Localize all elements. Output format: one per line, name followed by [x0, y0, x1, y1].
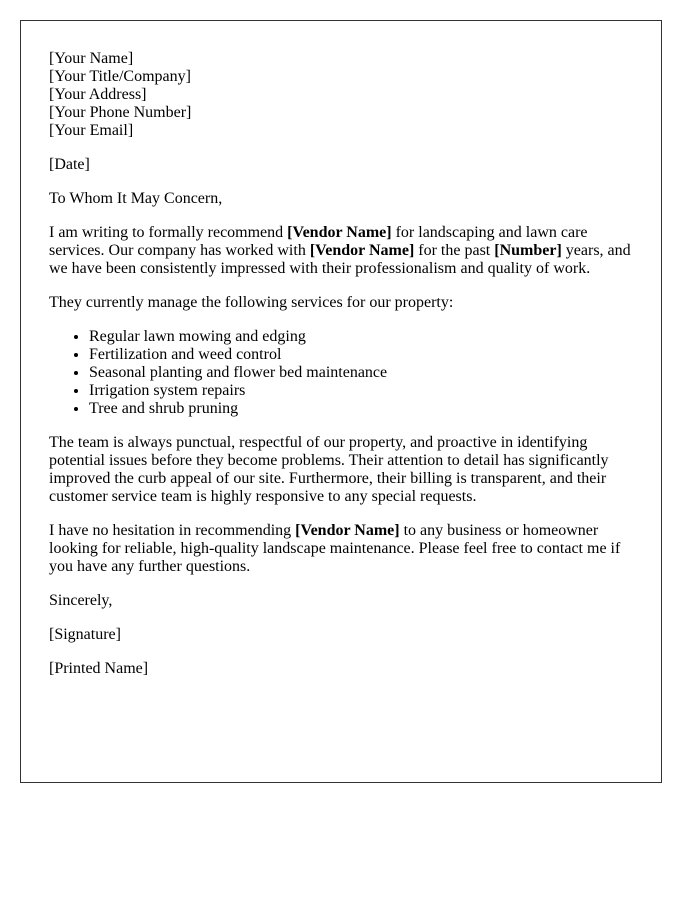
years-number: [Number] — [494, 242, 562, 259]
intro-text: for the past — [414, 242, 495, 259]
services-intro: They currently manage the following services for our property: — [49, 294, 454, 311]
vendor-name: [Vendor Name] — [295, 522, 400, 539]
sender-address: [Your Address] — [49, 86, 147, 103]
signature: [Signature] — [49, 626, 121, 643]
printed-name: [Printed Name] — [49, 660, 149, 677]
closing-paragraph — [49, 522, 633, 576]
intro-text: years, and we have been consistently impressed with their professionalism and quality of work. — [49, 242, 631, 277]
sender-title-company: [Your Title/Company] — [49, 68, 191, 85]
sender-block — [49, 50, 633, 140]
team-paragraph: The team is always punctual, respectful of our property, and proactive in identifying potential issues before they become problems. Their attention to detail has significantly improved the curb appeal of our site. Furthermore, their billing is transparent, and their customer service team is highly responsive to any special requests. — [49, 434, 609, 505]
sender-phone: [Your Phone Number] — [49, 104, 192, 121]
intro-text: for landscaping and lawn care services. Our company has worked with — [49, 224, 588, 259]
salutation: To Whom It May Concern, — [49, 190, 223, 207]
closing-text: to any business or homeowner looking for reliable, high-quality landscape maintenance. Please feel free to contact me if you have any further questions. — [49, 522, 621, 575]
list-item: • Regular lawn mowing and edging — [89, 328, 633, 346]
list-item: • Irrigation system repairs — [89, 382, 633, 400]
sender-email: [Your Email] — [49, 122, 134, 139]
list-item: • Fertilization and weed control — [89, 346, 633, 364]
date: [Date] — [49, 156, 90, 173]
letter-page — [20, 20, 662, 783]
vendor-name: [Vendor Name] — [287, 224, 392, 241]
sender-name: [Your Name] — [49, 50, 134, 67]
closing: Sincerely, — [49, 592, 113, 609]
closing-text: I have no hesitation in recommending — [49, 522, 296, 539]
services-list — [49, 328, 633, 418]
intro-paragraph — [49, 224, 633, 278]
intro-text: I am writing to formally recommend — [49, 224, 288, 241]
vendor-name: [Vendor Name] — [309, 242, 415, 259]
list-item: • Seasonal planting and flower bed maintenance — [89, 364, 633, 382]
list-item: • Tree and shrub pruning — [89, 400, 633, 418]
